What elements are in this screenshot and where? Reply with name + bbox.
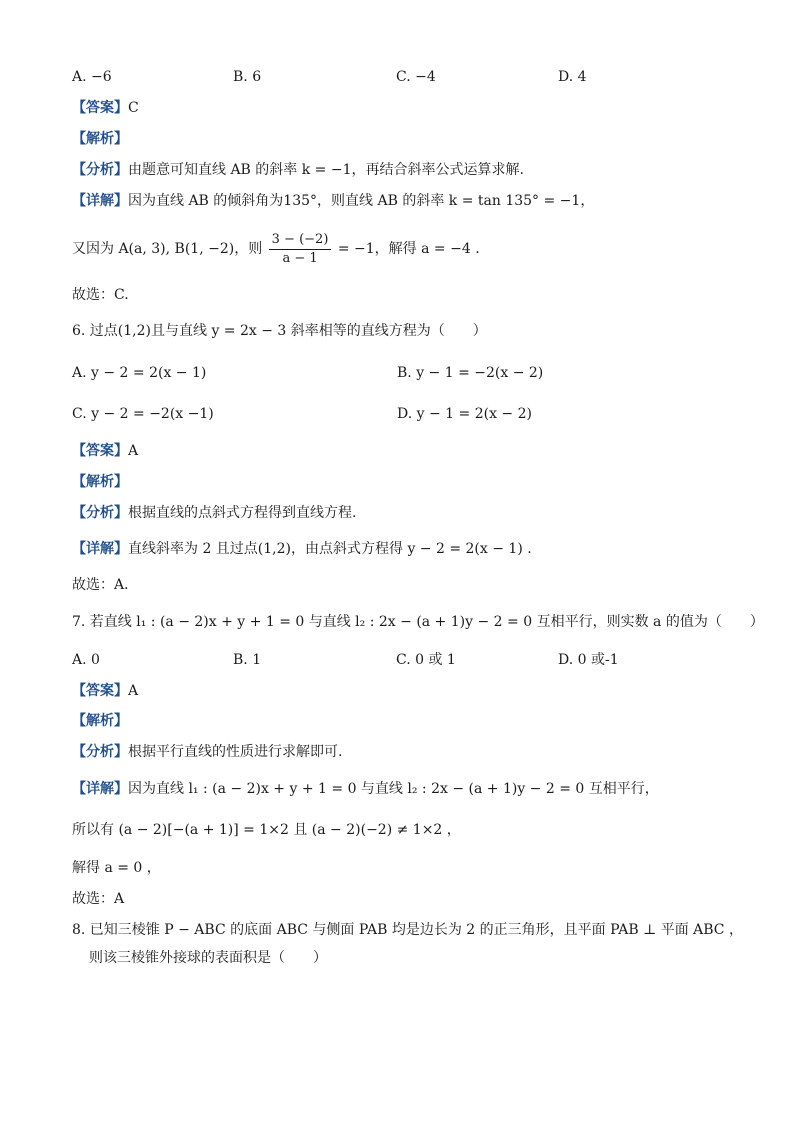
q8-stem-line1: 8. 已知三棱锥 P − ABC 的底面 ABC 与侧面 PAB 均是边长为 2 的正三角形，且平面 PAB ⊥ 平面 ABC ， [72, 922, 743, 938]
q5-fenxi [72, 160, 524, 180]
fenxi-text: 根据直线的点斜式方程得到直线方程. [128, 505, 357, 521]
answer-tag: 【答案】 [72, 443, 128, 459]
q7-option-a[interactable]: A. 0 [72, 652, 100, 668]
q5-option-b[interactable]: B. 6 [233, 69, 262, 85]
q7-option-b[interactable]: B. 1 [233, 652, 262, 668]
q7-option-d[interactable]: D. 0 或-1 [558, 652, 619, 668]
line2-prefix: 又因为 A(a, 3), B(1, −2)，则 [72, 241, 263, 257]
xiangjie-tag: 【详解】 [72, 193, 128, 209]
q7-stem: 7. 若直线 l₁ : (a − 2)x + y + 1 = 0 与直线 l₂ : 2x − (a + 1)y − 2 = 0 互相平行，则实数 a 的值为（ ） [72, 614, 764, 630]
xiangjie-tag: 【详解】 [72, 541, 128, 557]
q5-answer [72, 98, 139, 118]
q7-answer [72, 681, 138, 701]
q6-fenxi [72, 503, 356, 523]
q7-xiangjie-line2: 所以有 (a − 2)[−(a + 1)] = 1×2 且 (a − 2)(−2) ≠ 1×2 ， [72, 822, 461, 838]
q8-stem-line2: 则该三棱锥外接球的表面积是（ ） [89, 950, 327, 966]
q7-conclusion: 故选：A [72, 891, 125, 907]
q6-answer [72, 441, 138, 461]
q7-xiangjie [72, 779, 659, 799]
fraction-denominator: a − 1 [282, 250, 318, 266]
analysis-tag: 【解析】 [72, 131, 128, 147]
q6-conclusion: 故选：A． [72, 577, 139, 593]
q6-option-d[interactable]: D. y − 1 = 2(x − 2) [397, 406, 532, 422]
q5-option-d[interactable]: D. 4 [558, 69, 587, 85]
q5-option-a[interactable]: A. −6 [72, 69, 112, 85]
q5-analysis-heading [72, 129, 128, 149]
q5-xiangjie-line2 [72, 230, 480, 268]
q6-stem: 6. 过点(1,2)且与直线 y = 2x − 3 斜率相等的直线方程为（ ） [72, 323, 487, 339]
xiangjie-text: 因为直线 l₁ : (a − 2)x + y + 1 = 0 与直线 l₂ : 2x − (a + 1)y − 2 = 0 互相平行， [128, 781, 659, 797]
q7-xiangjie-line3: 解得 a = 0 ， [72, 860, 161, 876]
q7-option-c[interactable]: C. 0 或 1 [396, 652, 456, 668]
fenxi-tag: 【分析】 [72, 162, 128, 178]
fenxi-text: 根据平行直线的性质进行求解即可. [128, 744, 343, 760]
xiangjie-text: 因为直线 AB 的倾斜角为135°，则直线 AB 的斜率 k = tan 135° = −1， [128, 193, 595, 209]
answer-value: C [128, 100, 139, 116]
q6-option-b[interactable]: B. y − 1 = −2(x − 2) [397, 365, 544, 381]
q5-option-c[interactable]: C. −4 [396, 69, 436, 85]
fenxi-tag: 【分析】 [72, 505, 128, 521]
answer-tag: 【答案】 [72, 683, 128, 699]
answer-value: A [128, 683, 139, 699]
xiangjie-tag: 【详解】 [72, 781, 128, 797]
q5-conclusion: 故选：C. [72, 287, 129, 303]
fenxi-text: 由题意可知直线 AB 的斜率 k = −1，再结合斜率公式运算求解. [128, 162, 524, 178]
q7-analysis-heading [72, 711, 128, 731]
q6-xiangjie [72, 539, 532, 559]
fenxi-tag: 【分析】 [72, 744, 128, 760]
analysis-tag: 【解析】 [72, 474, 128, 490]
fraction-numerator: 3 − (−2) [269, 231, 332, 250]
answer-value: A [128, 443, 139, 459]
xiangjie-text: 直线斜率为 2 且过点(1,2)，由点斜式方程得 y − 2 = 2(x − 1) . [128, 541, 532, 557]
q6-analysis-heading [72, 472, 128, 492]
q5-xiangjie [72, 191, 594, 211]
q6-option-a[interactable]: A. y − 2 = 2(x − 1) [72, 365, 207, 381]
answer-tag: 【答案】 [72, 100, 128, 116]
analysis-tag: 【解析】 [72, 713, 128, 729]
line2-suffix: = −1，解得 a = −4 . [337, 241, 480, 257]
q7-fenxi [72, 742, 342, 762]
q6-option-c[interactable]: C. y − 2 = −2(x −1) [72, 406, 214, 422]
slope-fraction [269, 231, 332, 268]
